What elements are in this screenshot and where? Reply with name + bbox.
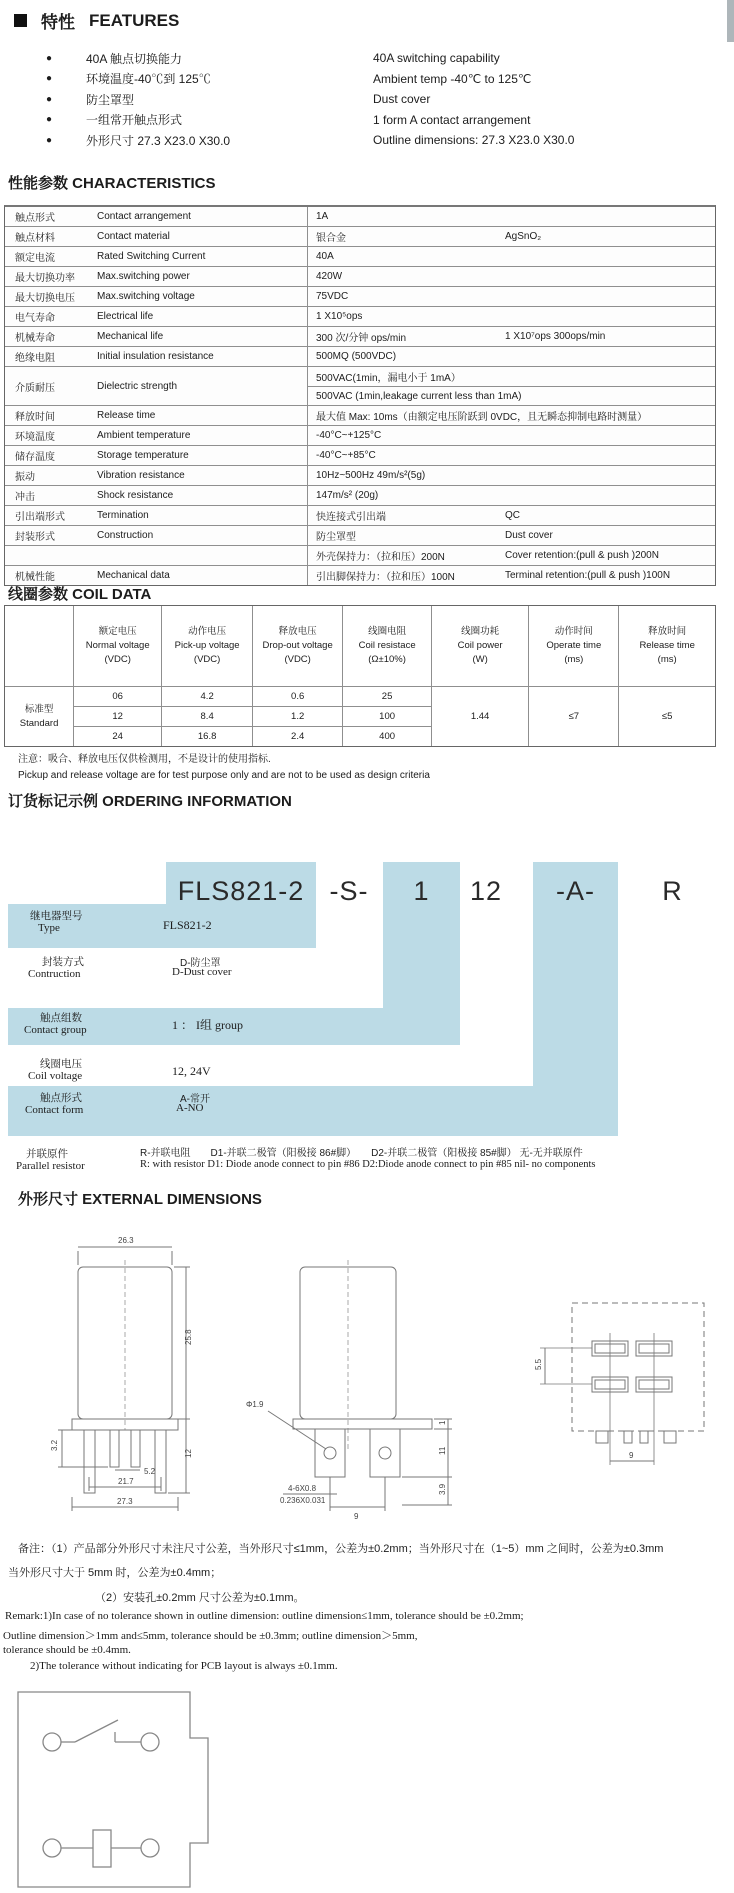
ordering-value-en: D-Dust cover (172, 966, 232, 978)
coil-note-cn: 注意：吸合、释放电压仅供检测用，不是设计的使用指标. (18, 754, 271, 765)
row-label-en: Rated Switching Current (97, 251, 206, 262)
cell-dropout: 2.4 (252, 726, 342, 746)
row-label-en: Termination (97, 510, 149, 521)
ordering-label-en: Coil voltage (28, 1070, 83, 1082)
row-value: 500VAC(1min，漏电小于 1mA） (316, 373, 461, 384)
ordering-diagram (0, 840, 734, 1175)
ordering-label-cn: 触点组数 (40, 1012, 82, 1024)
bullet-icon: ● (46, 134, 53, 146)
ordering-label-en: Parallel resistor (16, 1160, 85, 1172)
coil-heading: 线圈参数 COIL DATA (8, 586, 152, 603)
row-label-en: Contact arrangement (97, 211, 191, 222)
characteristics-heading: 性能参数 CHARACTERISTICS (8, 175, 216, 192)
dim-label: 3.2 (50, 1439, 59, 1451)
remark-line: 当外形尺寸大于 5mm 时，公差为±0.4mm； (8, 1567, 222, 1579)
ordering-label-cn: 触点形式 (40, 1092, 82, 1104)
row-label-en: Contact material (97, 231, 170, 242)
table-row (5, 307, 715, 327)
ordering-value-en: R: with resistor D1: Diode anode connect to pin #86 D2:Diode anode connect to pin #85 nil- no components (140, 1159, 596, 1170)
col-header: 释放时间 Release time (ms) (618, 606, 715, 686)
dimensions-heading: 外形尺寸 EXTERNAL DIMENSIONS (18, 1191, 262, 1208)
cell-pickup: 16.8 (161, 726, 252, 746)
row-value: 引出脚保持力：（拉和压）100N (316, 572, 455, 583)
row-label-cn: 电气寿命 (15, 313, 55, 324)
dim-label: 9 (629, 1451, 634, 1460)
bullet-icon: ● (46, 93, 53, 105)
row-group-cell: 标准型 Standard (5, 686, 73, 746)
features-list (0, 48, 734, 151)
row-label-cn: 触点形式 (15, 213, 55, 224)
ordering-value: FLS821-2 (163, 918, 212, 932)
feature-cn: 环境温度-40℃到 125℃ (86, 72, 211, 87)
row-label-cn: 释放时间 (15, 412, 55, 423)
ordering-heading: 订货标记示例 ORDERING INFORMATION (8, 793, 292, 810)
dim-label: 12 (184, 1449, 193, 1458)
remark-line: Remark:1)In case of no tolerance shown in outline dimension: outline dimension≤1mm, tolerance should be ±0.2mm; (5, 1610, 524, 1622)
dim-label: 4-6X0.8 (288, 1484, 317, 1493)
feature-en: 40A switching capability (373, 51, 500, 66)
cell-voltage: 24 (73, 726, 161, 746)
row-value: 银合金 (316, 233, 346, 244)
code-construction: -S- (329, 876, 369, 906)
row-label-cn: 机械寿命 (15, 333, 55, 344)
row-value-2: AgSnO₂ (505, 231, 542, 242)
table-row (5, 287, 715, 307)
row-label-en: Shock resistance (97, 490, 174, 501)
row-label-cn: 绝缘电阻 (15, 353, 55, 364)
cell-dropout: 1.2 (252, 706, 342, 726)
col-header: 动作电压 Pick-up voltage (VDC) (161, 606, 252, 686)
cell-release-time: ≤5 (618, 686, 715, 746)
bullet-icon: ● (46, 114, 53, 126)
row-value-2: 500VAC (1min,leakage current less than 1mA) (308, 386, 715, 405)
table-row (5, 446, 715, 466)
ordering-value-en: A-NO (176, 1102, 204, 1114)
row-value-2: Terminal retention:(pull & push )100N (505, 570, 671, 581)
cell-resistance: 400 (342, 726, 431, 746)
dim-label: 9 (354, 1512, 359, 1521)
row-label-cn: 振动 (15, 472, 35, 483)
dim-label: 25.8 (184, 1329, 193, 1345)
cell-resistance: 100 (342, 706, 431, 726)
scrollbar-thumb[interactable] (727, 0, 734, 42)
cell-dropout: 0.6 (252, 686, 342, 706)
feature-item (0, 69, 734, 90)
dim-label: 5.5 (534, 1358, 543, 1370)
code-type: FLS821-2 (177, 876, 305, 906)
characteristics-table (4, 205, 716, 586)
row-value: 147m/s² (20g) (316, 490, 379, 501)
row-label-cn: 介质耐压 (15, 382, 55, 394)
features-title-cn: 特性 (41, 13, 75, 32)
feature-item (0, 110, 734, 131)
row-value-2: Dust cover (505, 530, 553, 541)
row-value: -40°C~+85°C (316, 450, 376, 461)
feature-en: Dust cover (373, 92, 431, 107)
code-contact-form: -A- (556, 876, 595, 906)
row-value-2: Cover retention:(pull & push )200N (505, 550, 659, 561)
remark-line: Outline dimension＞1mm and≤5mm, tolerance should be ±0.3mm; outline dimension＞5mm, (3, 1630, 418, 1642)
row-value: 1 X10⁵ops (316, 311, 363, 322)
row-label-cn: 机械性能 (15, 572, 55, 583)
coil-note-en: Pickup and release voltage are for test purpose only and are not to be used as design criteria (18, 770, 430, 781)
row-value: 40A (316, 251, 334, 262)
dimension-drawings (0, 1215, 734, 1525)
table-row (5, 506, 715, 526)
ordering-label-en: Contact form (25, 1104, 84, 1116)
cell-operate-time: ≤7 (528, 686, 618, 746)
row-value-2: QC (505, 510, 520, 521)
ordering-value: 1 ： I组 group (172, 1018, 243, 1032)
row-label-en: Construction (97, 530, 154, 541)
row-label-en: Mechanical life (97, 331, 164, 342)
col-header: 动作时间 Operate time (ms) (528, 606, 618, 686)
feature-en: Ambient temp -40℃ to 125℃ (373, 71, 532, 86)
row-value: 快连接式引出端 (316, 512, 386, 523)
col-header: 线圈电阻 Coil resistace (Ω±10%) (342, 606, 431, 686)
table-row (5, 406, 715, 426)
col-header: 释放电压 Drop-out voltage (VDC) (252, 606, 342, 686)
row-value: 防尘罩型 (316, 532, 356, 543)
feature-en: 1 form A contact arrangement (373, 112, 531, 127)
row-label-cn: 引出端形式 (15, 512, 65, 523)
ordering-value-cn: A-常开 (180, 1094, 210, 1105)
row-label-cn: 最大切换电压 (15, 293, 75, 304)
table-row (5, 526, 715, 546)
row-value-2: 1 X10⁷ops 300ops/min (505, 331, 606, 342)
row-value: 1A (316, 211, 329, 222)
bullet-icon: ● (46, 52, 53, 64)
row-label-cn: 额定电流 (15, 253, 55, 264)
feature-item (0, 48, 734, 69)
ordering-label-en: Contruction (28, 968, 81, 980)
row-label-cn: 封装形式 (15, 532, 55, 543)
row-label-cn: 触点材料 (15, 233, 55, 244)
row-label-en: Dielectric strength (97, 380, 178, 392)
code-coil-voltage: 12 (469, 876, 503, 906)
table-row (5, 546, 715, 566)
table-row (5, 207, 715, 227)
corner-cell (5, 606, 73, 686)
ordering-value: 12, 24V (172, 1064, 211, 1078)
ordering-label-cn: 封装方式 (42, 956, 84, 968)
row-label-en: Ambient temperature (97, 430, 191, 441)
ordering-value-cn: R-并联电阻 D1-并联二极管（阳极接 86#脚） D2-并联二极管（阳极接 85#脚） 无-无并联原件 (140, 1148, 583, 1159)
row-label-cn: 冲击 (15, 492, 35, 503)
row-value: 75VDC (316, 291, 349, 302)
row-label-en: Initial insulation resistance (97, 351, 214, 362)
feature-en: Outline dimensions: 27.3 X23.0 X30.0 (373, 133, 575, 148)
row-value: 300 次/分钟 ops/min (316, 333, 407, 344)
ordering-value-cn: D-防尘罩 (180, 958, 221, 969)
cell-resistance: 25 (342, 686, 431, 706)
row-value: 外壳保持力：（拉和压）200N (316, 552, 445, 563)
ordering-label-cn: 继电器型号 (30, 910, 83, 922)
dim-label: 26.3 (118, 1236, 134, 1245)
remark-line: tolerance should be ±0.4mm. (3, 1644, 131, 1656)
row-value: 420W (316, 271, 343, 282)
cell-pickup: 8.4 (161, 706, 252, 726)
table-row (5, 267, 715, 287)
dim-label: Φ1.9 (246, 1400, 264, 1409)
table-row (5, 426, 715, 446)
table-row (5, 486, 715, 506)
ordering-label-cn: 并联原件 (26, 1148, 68, 1160)
row-label-cn: 最大切换功率 (15, 273, 75, 284)
row-label-en: Max.switching power (97, 271, 190, 282)
features-heading (14, 8, 179, 33)
feature-cn: 外形尺寸 27.3 X23.0 X30.0 (86, 133, 231, 148)
table-row (5, 327, 715, 347)
feature-item (0, 89, 734, 110)
wiring-schematic (0, 1680, 734, 1893)
col-header: 额定电压 Normal voltage (VDC) (73, 606, 161, 686)
code-contact-group: 1 (413, 876, 430, 906)
table-row (5, 227, 715, 247)
dim-label: 5.2 (144, 1467, 156, 1476)
remark-line: 备注：（1）产品部分外形尺寸未注尺寸公差，当外形尺寸≤1mm，公差为±0.2mm；当外形尺寸在（1~5）mm 之间时，公差为±0.3mm (18, 1543, 664, 1555)
square-bullet-icon (14, 14, 27, 27)
dim-label: 27.3 (117, 1497, 133, 1506)
cell-voltage: 06 (73, 686, 161, 706)
dim-label: 21.7 (118, 1477, 134, 1486)
dim-label: 3.9 (438, 1483, 447, 1495)
remark-line: （2）安装孔±0.2mm 尺寸公差为±0.1mm。 (95, 1592, 305, 1604)
row-label-cn: 储存温度 (15, 452, 55, 463)
ordering-label-en: Contact group (24, 1024, 87, 1036)
band-contact-form (8, 1086, 618, 1136)
code-parallel: R (662, 876, 683, 906)
row-label-en: Storage temperature (97, 450, 189, 461)
row-label-en: Vibration resistance (97, 470, 185, 481)
table-row (5, 347, 715, 367)
row-value: 10Hz~500Hz 49m/s²(5g) (316, 470, 426, 481)
row-value: -40°C~+125°C (316, 430, 382, 441)
table-row (5, 466, 715, 486)
dim-label: 11 (438, 1446, 447, 1455)
cell-power: 1.44 (431, 686, 528, 746)
ordering-label-en: Type (38, 922, 60, 934)
row-value: 最大值 Max: 10ms（由额定电压阶跃到 0VDC，且无瞬态抑制电路时测量） (316, 412, 648, 423)
table-row (5, 247, 715, 267)
ordering-label-cn: 线圈电压 (40, 1058, 82, 1070)
dim-label: 0.236X0.031 (280, 1496, 326, 1505)
feature-cn: 一组常开触点形式 (86, 113, 183, 128)
remark-line: 2)The tolerance without indicating for PCB layout is always ±0.1mm. (30, 1660, 338, 1672)
coil-table (4, 605, 716, 747)
row-label-en: Release time (97, 410, 156, 421)
cell-pickup: 4.2 (161, 686, 252, 706)
col-header: 线圈功耗 Coil power (W) (431, 606, 528, 686)
row-label-en: Electrical life (97, 311, 154, 322)
bullet-icon: ● (46, 73, 53, 85)
row-label-en: Max.switching voltage (97, 291, 195, 302)
row-value: 500MQ (500VDC) (316, 351, 397, 362)
row-label-cn: 环境温度 (15, 432, 55, 443)
dim-label: 1 (438, 1420, 447, 1425)
features-title-en: FEATURES (89, 10, 180, 30)
feature-cn: 防尘罩型 (86, 92, 135, 107)
feature-item (0, 130, 734, 151)
table-row (5, 367, 715, 406)
feature-cn: 40A 触点切换能力 (86, 51, 183, 66)
row-label-en: Mechanical data (97, 570, 170, 581)
cell-voltage: 12 (73, 706, 161, 726)
